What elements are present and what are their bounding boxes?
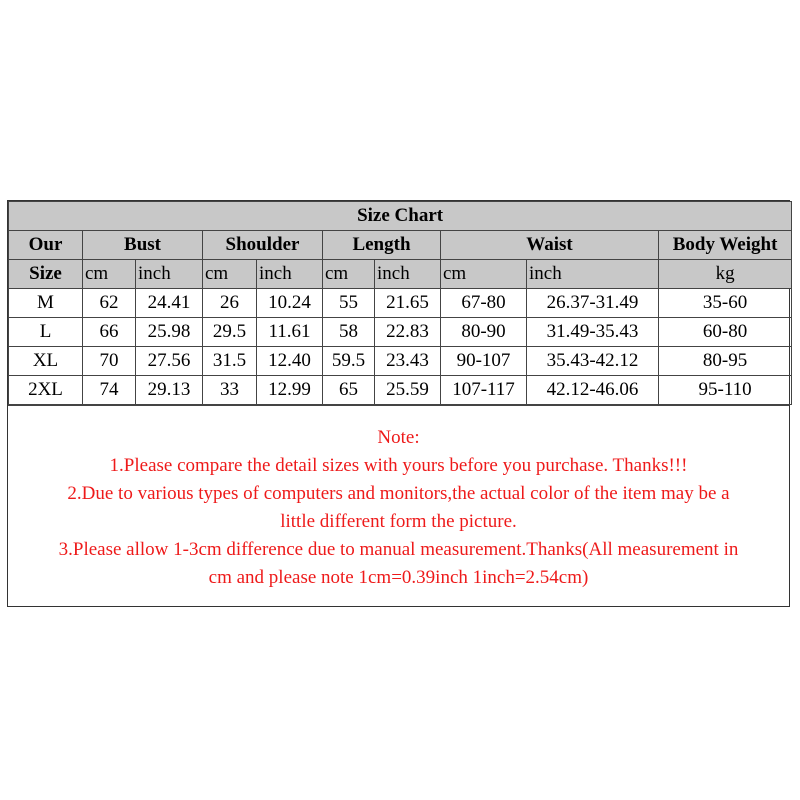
table-cell: 24.41 xyxy=(136,289,203,318)
table-cell: 25.98 xyxy=(136,318,203,347)
table-cell: 35-60 xyxy=(659,289,792,318)
table-cell: 80-95 xyxy=(659,347,792,376)
table-cell: 74 xyxy=(83,376,136,405)
table-cell: 66 xyxy=(83,318,136,347)
table-cell: 42.12-46.06 xyxy=(527,376,659,405)
header-row xyxy=(9,231,792,260)
table-cell: 31.49-35.43 xyxy=(527,318,659,347)
table-cell: 60-80 xyxy=(659,318,792,347)
bust-header: Bust xyxy=(83,231,203,260)
unit-label: kg xyxy=(659,260,792,289)
table-cell: 12.40 xyxy=(257,347,323,376)
unit-label: cm xyxy=(323,260,375,289)
unit-label: inch xyxy=(257,260,323,289)
unit-label: inch xyxy=(136,260,203,289)
size-cell: XL xyxy=(9,347,83,376)
note-line-1: 1.Please compare the detail sizes with yours before you purchase. Thanks!!! xyxy=(109,455,688,476)
table-cell: 29.13 xyxy=(136,376,203,405)
table-cell: 80-90 xyxy=(441,318,527,347)
table-cell: 65 xyxy=(323,376,375,405)
table-row xyxy=(9,347,792,376)
unit-label: cm xyxy=(441,260,527,289)
table-cell: 55 xyxy=(323,289,375,318)
notes-heading: Note: xyxy=(377,427,420,448)
table-cell: 26.37-31.49 xyxy=(527,289,659,318)
unit-label: cm xyxy=(83,260,136,289)
table-cell: 31.5 xyxy=(203,347,257,376)
table-row xyxy=(9,318,792,347)
size-cell: 2XL xyxy=(9,376,83,405)
table-cell: 22.83 xyxy=(375,318,441,347)
table-cell: 21.65 xyxy=(375,289,441,318)
table-title: Size Chart xyxy=(9,202,792,231)
table-cell: 90-107 xyxy=(441,347,527,376)
table-cell: 67-80 xyxy=(441,289,527,318)
unit-label: inch xyxy=(375,260,441,289)
note-line-2: 2.Due to various types of computers and monitors,the actual color of the item may be a little different form the picture. xyxy=(67,483,730,532)
table-cell: 62 xyxy=(83,289,136,318)
table-cell: 33 xyxy=(203,376,257,405)
table-cell: 25.59 xyxy=(375,376,441,405)
table-cell: 58 xyxy=(323,318,375,347)
table-cell: 12.99 xyxy=(257,376,323,405)
table-row xyxy=(9,289,792,318)
table-cell: 70 xyxy=(83,347,136,376)
unit-row xyxy=(9,260,792,289)
size-cell: L xyxy=(9,318,83,347)
table-cell: 27.56 xyxy=(136,347,203,376)
table-cell: 11.61 xyxy=(257,318,323,347)
table-row xyxy=(9,376,792,405)
table-cell: 29.5 xyxy=(203,318,257,347)
table-cell: 23.43 xyxy=(375,347,441,376)
table-cell: 10.24 xyxy=(257,289,323,318)
waist-header: Waist xyxy=(441,231,659,260)
table-cell: 26 xyxy=(203,289,257,318)
body-weight-header: Body Weight xyxy=(659,231,792,260)
our-size-header-line2: Size xyxy=(9,260,83,289)
size-chart xyxy=(7,200,790,607)
our-size-header: Our xyxy=(9,231,83,260)
length-header: Length xyxy=(323,231,441,260)
size-cell: M xyxy=(9,289,83,318)
title-row xyxy=(9,202,792,231)
table-cell: 59.5 xyxy=(323,347,375,376)
table-cell: 107-117 xyxy=(441,376,527,405)
table-cell: 35.43-42.12 xyxy=(527,347,659,376)
unit-label: cm xyxy=(203,260,257,289)
size-table xyxy=(8,201,792,405)
table-cell: 95-110 xyxy=(659,376,792,405)
notes-section xyxy=(8,405,789,606)
note-line-3: 3.Please allow 1-3cm difference due to manual measurement.Thanks(All measurement in cm and please note 1cm=0.39inch 1inch=2.54cm) xyxy=(58,539,739,588)
shoulder-header: Shoulder xyxy=(203,231,323,260)
unit-label: inch xyxy=(527,260,659,289)
